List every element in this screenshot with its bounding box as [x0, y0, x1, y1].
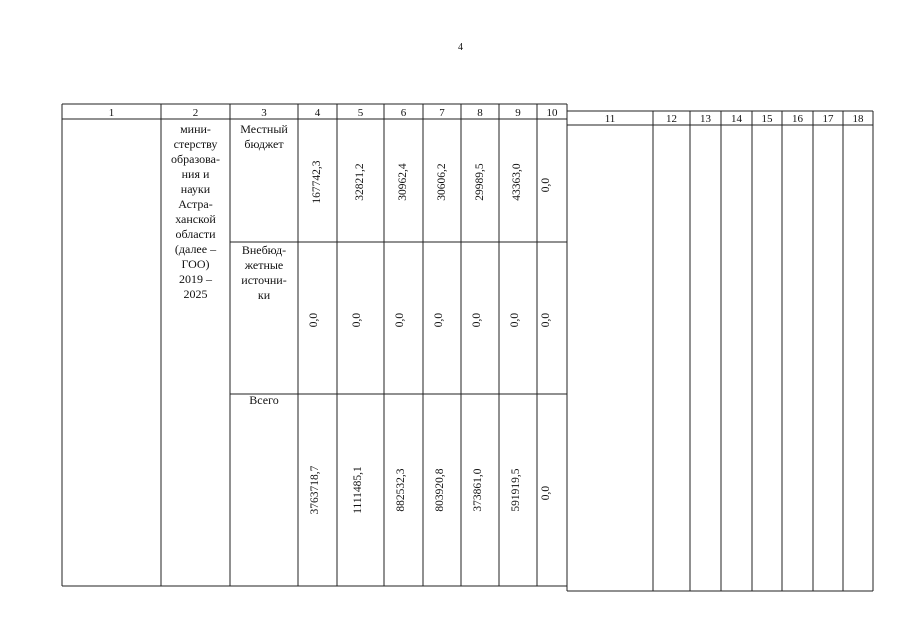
col-header-17: 17 — [822, 113, 834, 125]
col-header-8: 8 — [477, 107, 483, 119]
value-cell: 0,0 — [433, 312, 445, 328]
col2-text: мини- стерству образова- ния и науки Астра- ханской области (далее – ГОО) 2019 – 2025 — [171, 122, 220, 301]
col-header-2: 2 — [192, 107, 199, 119]
col-header-12: 12 — [666, 113, 677, 125]
value-cell: 0,0 — [540, 485, 552, 501]
value-cell: 30962,4 — [397, 163, 409, 201]
value-cell: 32821,2 — [354, 163, 366, 201]
value-cell: 882532,3 — [395, 468, 407, 512]
col-header-13: 13 — [700, 113, 711, 125]
value-cell: 803920,8 — [434, 468, 446, 512]
value-cell: 591919,5 — [510, 468, 522, 512]
col-header-16: 16 — [792, 113, 803, 125]
col-header-10: 10 — [546, 107, 558, 119]
value-cell: 373861,0 — [472, 468, 484, 512]
value-cell: 0,0 — [394, 312, 406, 328]
value-cell: 0,0 — [351, 312, 363, 328]
value-cell: 30606,2 — [436, 163, 448, 201]
value-cell: 0,0 — [308, 312, 320, 328]
value-cell: 3763718,7 — [309, 465, 321, 515]
col-header-3: 3 — [261, 107, 267, 119]
col-header-6: 6 — [400, 107, 407, 119]
value-cell: 0,0 — [509, 312, 521, 328]
col-header-18: 18 — [852, 113, 864, 125]
value-cell: 0,0 — [540, 177, 552, 193]
col-header-9: 9 — [515, 107, 521, 119]
col-header-1: 1 — [108, 107, 115, 119]
value-cell: 43363,0 — [511, 163, 523, 201]
col-header-5: 5 — [357, 107, 364, 119]
col-header-7: 7 — [439, 107, 445, 119]
value-cell: 29989,5 — [474, 163, 486, 201]
value-cell: 0,0 — [540, 312, 552, 328]
col-header-15: 15 — [761, 113, 773, 125]
value-cell: 167742,3 — [311, 160, 323, 204]
col-header-11: 11 — [604, 113, 616, 125]
row-total-label: Всего — [249, 393, 279, 407]
row-local-budget-label: Местный бюджет — [240, 122, 288, 151]
row-extrabudget-label: Внебюд- жетные источни- ки — [241, 243, 287, 302]
col-header-4: 4 — [314, 107, 321, 119]
col-header-14: 14 — [731, 113, 742, 125]
value-cell: 1111485,1 — [352, 466, 364, 514]
value-cell: 0,0 — [471, 312, 483, 328]
page-number: 4 — [458, 42, 463, 53]
